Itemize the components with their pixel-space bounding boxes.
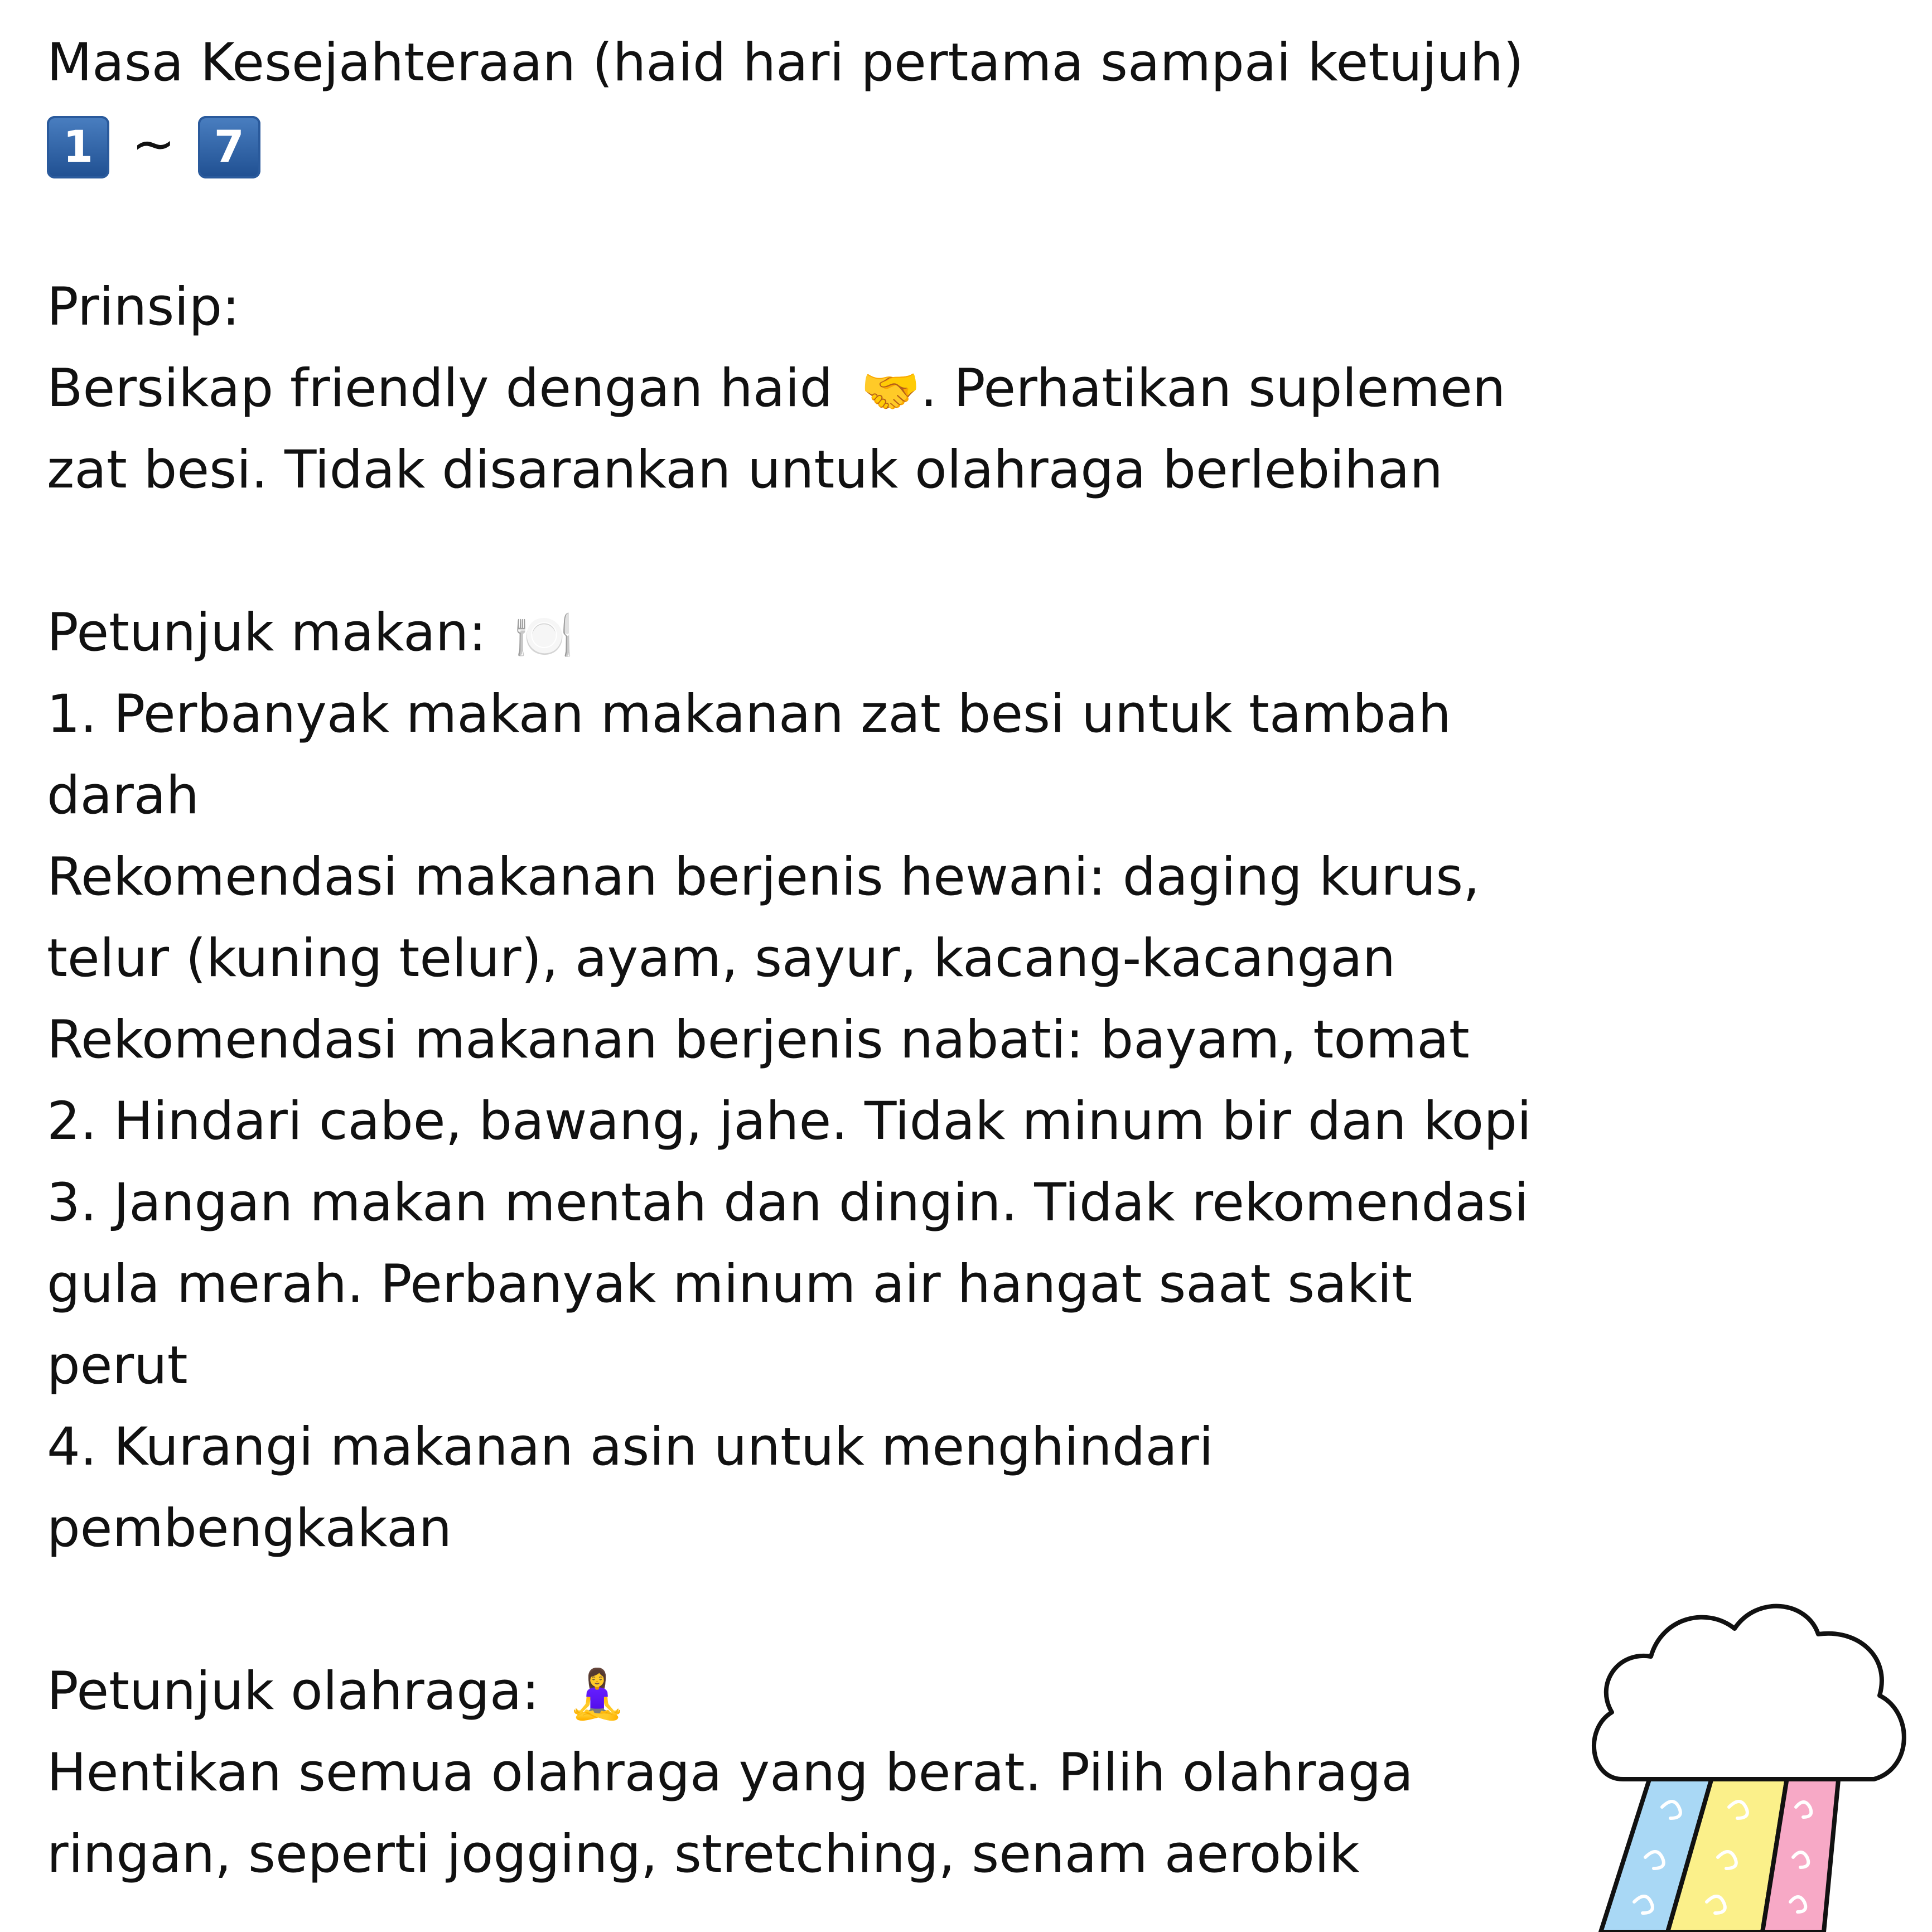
principle-line-1-rest: . Perhatikan suplemen <box>920 358 1506 419</box>
principle-line-2: zat besi. Tidak disarankan untuk olahraga berlebihan <box>47 439 1443 500</box>
diet-line: Rekomendasi makanan berjenis hewani: daging kurus, <box>47 847 1480 907</box>
principle-heading: Prinsip: <box>47 277 240 337</box>
keycap-start: 1 <box>47 116 109 178</box>
exercise-line: Hentikan semua olahraga yang berat. Pilih olahraga <box>47 1742 1414 1803</box>
day-range <box>47 104 1597 185</box>
diet-line: Rekomendasi makanan berjenis nabati: bayam, tomat <box>47 1010 1470 1070</box>
cloud-rainbow-icon <box>1578 1545 1924 1932</box>
diet-line: 4. Kurangi makanan asin untuk menghindari <box>47 1417 1214 1477</box>
cloud-shape <box>1594 1606 1904 1779</box>
exercise-heading-text: Petunjuk olahraga: <box>47 1661 540 1722</box>
diet-line: perut <box>47 1335 188 1396</box>
diet-line: 2. Hindari cabe, bawang, jahe. Tidak minum bir dan kopi <box>47 1091 1532 1152</box>
spacer <box>47 1569 1597 1651</box>
plate-cutlery-icon: 🍽️ <box>514 608 574 664</box>
diet-line: gula merah. Perbanyak minum air hangat saat sakit <box>47 1254 1413 1315</box>
range-separator: ~ <box>132 114 176 175</box>
diet-line: telur (kuning telur), ayam, sayur, kacang-kacangan <box>47 928 1396 989</box>
exercise-heading <box>47 1651 1597 1732</box>
principle-line-1 <box>47 348 1597 429</box>
spacer <box>47 185 1597 267</box>
diet-line: darah <box>47 765 200 826</box>
diet-heading-text: Petunjuk makan: <box>47 602 486 663</box>
note-title: Masa Kesejahteraan (haid hari pertama sampai ketujuh) <box>47 32 1524 93</box>
exercise-line: ringan, seperti jogging, stretching, senam aerobik <box>47 1824 1360 1885</box>
principle-line-1-text: Bersikap friendly dengan haid <box>47 358 833 419</box>
diet-line: 3. Jangan makan mentah dan dingin. Tidak rekomendasi <box>47 1172 1529 1233</box>
handshake-icon: 🤝 <box>861 364 921 420</box>
diet-line: 1. Perbanyak makan makanan zat besi untuk tambah <box>47 684 1451 745</box>
note-document <box>47 22 1597 1895</box>
spacer <box>47 511 1597 592</box>
yoga-person-icon: 🧘‍♀️ <box>567 1667 627 1723</box>
diet-heading <box>47 592 1597 674</box>
keycap-end: 7 <box>198 116 260 178</box>
diet-line: pembengkakan <box>47 1498 452 1559</box>
